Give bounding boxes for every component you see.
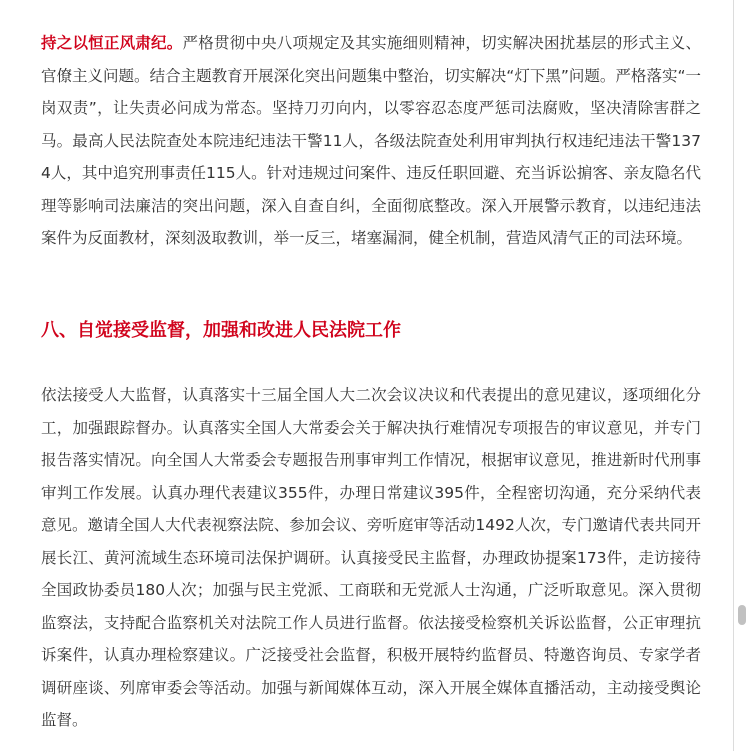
section-heading: 八、自觉接受监督，加强和改进人民法院工作 (41, 320, 401, 341)
vertical-scrollbar[interactable] (734, 0, 750, 751)
scrollbar-thumb[interactable] (738, 605, 746, 625)
article-content (41, 27, 701, 729)
paragraph-discipline (41, 27, 701, 255)
paragraph-lead: 持之以恒正风肃纪。 (41, 34, 183, 52)
paragraph-supervision: 依法接受人大监督，认真落实十三届全国人大二次会议决议和代表提出的意见建议，逐项细化分工，加强跟踪督办。认真落实全国人大常委会关于解决执行难情况专项报告的审议意见，并专门报告落实情况。向全国人大常委会专题报告刑事审判工作情况，根据审议意见，推进新时代刑事审判工作发展。认真办理代表建议355件，办理日常建议395件，全程密切沟通，充分采纳代表意见。邀请全国人大代表视察法院、参加会议、旁听庭审等活动1492人次，专门邀请代表共同开展长江、黄河流域生态环境司法保护调研。认真接受民主监督，办理政协提案173件，走访接待全国政协委员180人次；加强与民主党派、工商联和无党派人士沟通，广泛听取意见。深入贯彻监察法，支持配合监察机关对法院工作人员进行监督。依法接受检察机关诉讼监督，公正审理抗诉案件，认真办理检察建议。广泛接受社会监督，积极开展特约监督员、特邀咨询员、专家学者调研座谈、列席审委会等活动。加强与新闻媒体互动，深入开展全媒体直播活动，主动接受舆论监督。 (41, 386, 701, 729)
paragraph-body: 严格贯彻中央八项规定及其实施细则精神，切实解决困扰基层的形式主义、官僚主义问题。结合主题教育开展深化突出问题集中整治，切实解决“灯下黑”问题。严格落实“一岗双责”，让失责必问成为常态。坚持刀刃向内，以零容忍态度严惩司法腐败，坚决清除害群之马。最高人民法院查处本院违纪违法干警11人，各级法院查处利用审判执行权违纪违法干警1374人，其中追究刑事责任115人。针对违规过问案件、违反任职回避、充当诉讼掮客、亲友隐名代理等影响司法廉洁的突出问题，深入自查自纠，全面彻底整改。深入开展警示教育，以违纪违法案件为反面教材，深刻汲取教训，举一反三，堵塞漏洞，健全机制，营造风清气正的司法环境。 (41, 34, 701, 247)
